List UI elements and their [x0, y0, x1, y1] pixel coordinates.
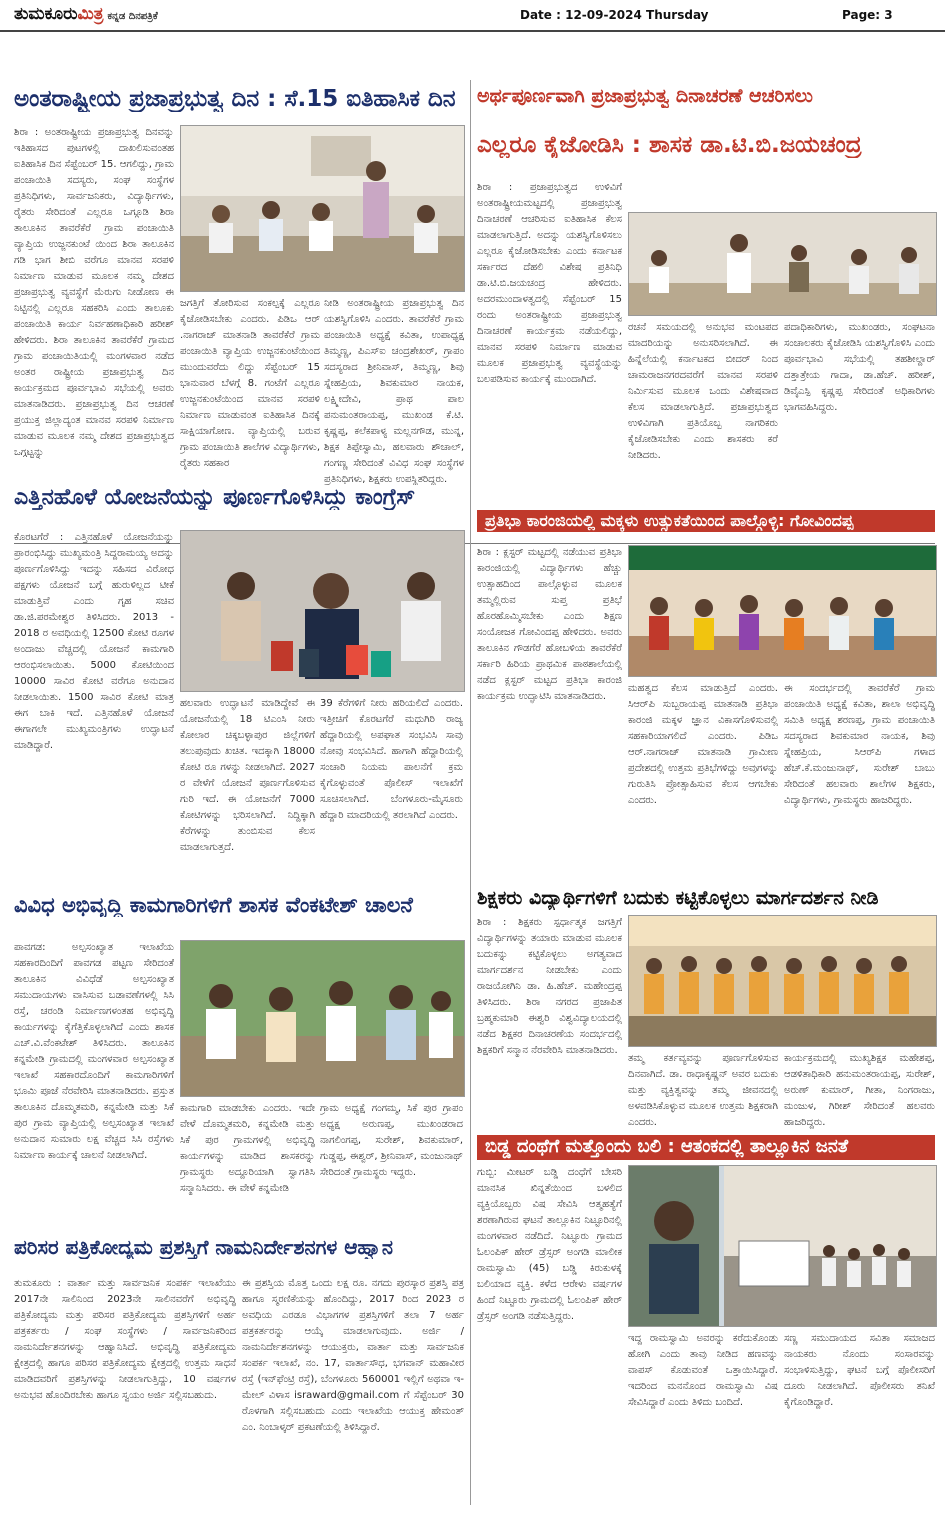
article5-body-left: ಶಿರಾ : ಶಿಕ್ಷಕರು ಸ್ಪರ್ಧಾತ್ಮಕ ಜಗತ್ತಿಗೆ ವಿದ್ಯಾರ್ಥಿಗಳನ್ನು ತಯಾರು ಮಾಡುವ ಮೂಲಕ ಬದುಕನ್ನು ಕಟ್ಟಿಕೊಳ್ಳಲು ಅಗತ್ಯವಾದ ಮಾರ್ಗದರ್ಶನ ನೀಡಬೇಕು ಎಂದು ರಾಜಯೋಗಿನಿ ಡಾ. ಹಿ.ಹೆಚ್. ಮಹೇಂದ್ರಪ್ಪ ತಿಳಿಸಿದರು. ಶಿರಾ ನಗರದ ಪ್ರಜಾಪಿತ ಬ್ರಹ್ಮಕುಮಾರಿ ಈಶ್ವರಿ ವಿಶ್ವವಿದ್ಯಾಲಯದಲ್ಲಿ ನಡೆದ ಶಿಕ್ಷಕರ ದಿನಾಚರಣೆಯ ಸಂದರ್ಭದಲ್ಲಿ ಶಿಕ್ಷಕರಿಗೆ ಸನ್ಮಾನ ನೆರವೇರಿಸಿ ಮಾತನಾಡಿದರು. — [477, 917, 622, 1056]
article6-body-right: ಗ್ರಾಮ ಅಧ್ಯಕ್ಷೆ ಗಂಗಮ್ಮ, ಸಿಕೆ ಪುರ ಗ್ರಾಪಂ ಅಧ್ಯಕ್ಷ ಅರುಣಪ್ಪ, ಮುಖಂಡರಾದ ನಾಗಲಿಂಗಪ್ಪ, ಸುರೇಶ್, ಶಿವಕುಮಾರ್, ಗುಡ್ಡಪ್ಪ, ಈಶ್ವರ್, ಶ್ರೀನಿವಾಸ್, ಮಂಜುನಾಥ್ ಸೇರಿದಂತೆ ಗ್ರಾಮಸ್ಥರು ಇದ್ದರು. — [320, 1103, 463, 1178]
press-meet-image — [181, 531, 464, 691]
article7-headline: ಬಿಡ್ಡ ದಂಥೆಗೆ ಮತ್ತೊಂದು ಬಲಿ : ಆತಂಕದಲ್ಲಿ ತಾಲ್ಲೂಕಿನ ಜನತೆ — [477, 1135, 935, 1160]
newspaper-logo — [14, 4, 158, 24]
article3-body-left: ಕೊರಟಗೆರೆ : ಎತ್ತಿನಹೊಳೆ ಯೋಜನೆಯನ್ನು ಪ್ರಾರಂಭಿಸಿದ್ದು ಮುಖ್ಯಮಂತ್ರಿ ಸಿದ್ದರಾಮಯ್ಯ ಅದನ್ನು ಪೂರ್ಣಗೊಳಿಸಿದ್ದು ಇದನ್ನು ಸಹಿಸದ ವಿರೋಧ ಪಕ್ಷಗಳು ಯೋಜನೆ ಬಗ್ಗೆ ಹುರುಳಿಲ್ಲದ ಟೀಕೆ ಮಾಡುತ್ತಿವೆ ಎಂದು ಗೃಹ ಸಚಿವ ಡಾ.ಜಿ.ಪರಮೇಶ್ವರ ತಿಳಿಸಿದರು. 2013 - 2018 ರ ಅವಧಿಯಲ್ಲಿ 12500 ಕೋಟಿ ರೂಗಳ ಅಂದಾಜು ವೆಚ್ಚದಲ್ಲಿ ಯೋಜನೆ ಕಾಮಗಾರಿ ಆರಂಭಿಸಲಾಯಿತು. 5000 ಕೋಟಿಯಿಂದ 10000 ಸಾವಿರ ಕೋಟಿ ವರೆಗೂ ಅನುದಾನ ನೀಡಲಾಯಿತು. 1500 ಸಾವಿರ ಕೋಟಿ ಮಾತ್ರ ಈಗ ಬಾಕಿ ಇದೆ. ಎತ್ತಿನಹೊಳೆ ಯೋಜನೆ ಈಗಾಗಲೇ ಮುಖ್ಯಮಂತ್ರಿಗಳು ಉದ್ಘಾಟನೆ ಮಾಡಿದ್ದಾರೆ. — [14, 532, 174, 751]
article3-body-right: 39 ಕೆರೆಗಳಿಗೆ ನೀರು ಹರಿಯಲಿದೆ ಎಂದರು. ಇತ್ತೀಚಿಗೆ ಕೊರಟಗೆರೆ ಮಧುಗಿರಿ ರಾಜ್ಯ ಹೆದ್ದಾರಿಯಲ್ಲಿ ಅಪಘಾತ ಸಂಭವಿಸಿ ಸಾವು ನೋವು ಸಂಭವಿಸಿದೆ. ಹಾಗಾಗಿ ಹೆದ್ದಾರಿಯಲ್ಲಿ ಸಂಚಾರಿ ನಿಯಮ ಪಾಲನೆಗೆ ಕ್ರಮ ಕೈಗೊಳ್ಳುವಂತೆ ಪೊಲೀಸ್ ಇಲಾಖೆಗೆ ಸೂಚಿಸಲಾಗಿದೆ. ಬೆಂಗಳೂರು-ಮೈಸೂರು ಹೆದ್ದಾರಿ ಮಾದರಿಯಲ್ಲಿ ತರಲಾಗಿದೆ ಎಂದರು. — [320, 698, 463, 821]
article8-headline: ಪರಿಸರ ಪತ್ರಿಕೋದ್ಯಮ ಪ್ರಶಸ್ತಿಗೆ ನಾಮನಿರ್ದೇಶನಗಳ ಆಹ್ವಾನ — [14, 1236, 394, 1259]
article5-body-mid: ತಮ್ಮ ಕರ್ತವ್ಯವನ್ನು ಪೂರ್ಣಗೊಳಿಸುವ ದಿನವಾಗಿದೆ. ಡಾ. ರಾಧಾಕೃಷ್ಣನ್ ಅವರ ಬದುಕು ಮತ್ತು ವ್ಯಕ್ತಿತ್ವವನ್ನು ತಮ್ಮ ಜೀವನದಲ್ಲಿ ಅಳವಡಿಸಿಕೊಳ್ಳುವ ಮೂಲಕ ಉತ್ತಮ ಶಿಕ್ಷಕರಾಗಿ ಎಂದರು. — [628, 1053, 778, 1128]
article7-body-left: ಗುಬ್ಬಿ: ಮೀಟರ್ ಬಡ್ಡಿ ದಂಧೆಗೆ ಬೇಸರಿ ಮಾನಸಿಕ ಖಿನ್ನತೆಯಿಂದ ಬಳಲಿದ ವ್ಯಕ್ತಿಯೊಬ್ಬರು ವಿಷ ಸೇವಿಸಿ ಆತ್ಮಹತ್ಯೆಗೆ ಶರಣಾಗಿರುವ ಘಟನೆ ತಾಲ್ಲೂಕಿನ ನಿಟ್ಟೂರಿನಲ್ಲಿ ಮಂಗಳವಾರ ನಡೆದಿದೆ. ನಿಟ್ಟೂರು ಗ್ರಾಮದ ಓಲಂಪಿಕ್ ಹೇರ್ ಡ್ರೆಸ್ಸರ್ ಅಂಗಡಿ ಮಾಲೀಕ ರಾಮಸ್ವಾಮಿ (45) ಬಡ್ಡಿ ಕಿರುಕುಳಕ್ಕೆ ಬಲಿಯಾದ ವ್ಯಕ್ತಿ. ಕಳೆದ ಆರೇಳು ವರ್ಷಗಳ ಹಿಂದೆ ನಿಟ್ಟೂರು ಗ್ರಾಮದಲ್ಲಿ ಓಲಂಪಿಕ್ ಹೇರ್ ಡ್ರೆಸ್ಸರ್ ಅಂಗಡಿ ನಡೆಸುತ್ತಿದ್ದರು. — [477, 1167, 622, 1322]
article1-body-right: ನೀಡಿ ಅಂತರಾಷ್ಟ್ರೀಯ ಪ್ರಜಾಪ್ರಭುತ್ವ ದಿನ ಯಶಸ್ವಿಗೊಳಿಸಿ ಎಂದರು. ತಾವರೆಕೆರೆ ಗ್ರಾಮ ಪಂಚಾಯಿತಿ ಅಧ್ಯಕ್ಷೆ ಕವಿತಾ, ಉಪಾಧ್ಯಕ್ಷ ತಿಮ್ಮಣ್ಣ, ಪಿಎಸ್ಐ ಚಂದ್ರಶೇಖರ್, ಗ್ರಾಪಂ ಸದಸ್ಯರಾದ ಶ್ರೀನಿವಾಸ್, ತಿಮ್ಮಣ್ಣ, ಶಿವು ಸ್ನೇಹಪ್ರಿಯ, ಶಿವಕುಮಾರ ನಾಯಕ, ಲಕ್ಷ್ಮೀದೇವಿ, ಪ್ರಾಥ ಪಾಲ ಪನುಮಂತರಾಯಪ್ಪ, ಮುಖಂಡ ಕೆ.ಟಿ. ಕೃಷ್ಣಪ್ಪ, ಕಲೆಕಪಾಳ್ಯ ಮಲ್ಲನಗೌಡ, ಮುನ್ನ, ಶಿಕ್ಷಕ ತಿಪ್ಪೇಸ್ವಾಮಿ, ಹಲವಾರು ಶೌಚಾಲ್, ಗಂಗಣ್ಣ ಸೇರಿದಂತೆ ವಿವಿಧ ಸಂಘ ಸಂಸ್ಥೆಗಳ ಪ್ರತಿನಿಧಿಗಳು, ಶಿಕ್ಷಕರು ಉಪಸ್ಥಿತರಿದ್ದರು. — [324, 298, 464, 485]
logo-part1: ತುಮಕೂರು — [14, 4, 78, 24]
teachers-felicitation-image — [629, 916, 936, 1046]
article4-body-mid: ಮಹತ್ವದ ಕೆಲಸ ಮಾಡುತ್ತಿದೆ ಎಂದರು. ಸಿಆರ್‌ಪಿ ಸುಬ್ಬರಾಯಪ್ಪ ಮಾತನಾಡಿ ಪ್ರತಿಭಾ ಕಾರಂಜಿ ಮಕ್ಕಳ ಜ್ಞಾನ ವಿಕಾಸಗೊಳಿಸುವಲ್ಲಿ ಸಹಕಾರಿಯಾಗಲಿದೆ ಎಂದರು. ಪಿಡಿಒ ಆರ್.ನಾಗರಾಜ್ ಮಾತನಾಡಿ ಗ್ರಾಮೀಣ ಪ್ರದೇಶದಲ್ಲಿ ಉತ್ತಮ ಪ್ರತಿಭೆಗಳಿದ್ದು ಅವುಗಳನ್ನು ಗುರುತಿಸಿ ಪ್ರೋತ್ಸಾಹಿಸುವ ಕೆಲಸ ಆಗಬೇಕು ಎಂದರು. — [628, 683, 778, 806]
logo-part2: ಮಿತ್ರ — [77, 4, 104, 24]
meeting-photo-image — [181, 126, 464, 291]
article6-body-left: ಪಾವಗಡ: ಅಲ್ಪಸಂಖ್ಯಾತ ಇಲಾಖೆಯ ಸಹಕಾರದಿಂದಿಗೆ ಪಾವಗಡ ಪಟ್ಟಣ ಸೇರಿದಂತೆ ತಾಲೂಕಿನ ವಿವಿಧೆಡೆ ಅಲ್ಪಸಂಖ್ಯಾತ ಸಮುದಾಯಗಳು ವಾಸಿಸುವ ಬಡಾವಣೆಗಳಲ್ಲಿ ಸಿಸಿ ರಸ್ತೆ, ಚರಂಡಿ ನಿರ್ಮಾಣಗಳಂತಹ ಅಭಿವೃದ್ಧಿ ಕಾರ್ಯಗಳನ್ನು ಕೈಗೆತ್ತಿಕೊಳ್ಳಲಾಗಿದೆ ಎಂದು ಶಾಸಕ ಎಚ್.ವಿ.ವೆಂಕಟೇಶ್ ತಿಳಿಸಿದರು. ತಾಲೂಕಿನ ಕನ್ನಮೇಡಿ ಗ್ರಾಮದಲ್ಲಿ ಮಂಗಳವಾರ ಅಲ್ಪಸಂಖ್ಯಾತ ಇಲಾಖೆ ಸಹಕಾರದೊಂದಿಗೆ ಕಾಮಗಾರಿಗಳಿಗೆ ಭೂಮಿ ಪೂಜೆ ನೆರವೇರಿಸಿ ಮಾತನಾಡಿದರು. ಪ್ರಸ್ತುತ ತಾಲೂಕಿನ ದೊಮ್ಮತಮರಿ, ಕನ್ನಮೇಡಿ ಮತ್ತು ಸಿಕೆ ಪುರ ಗ್ರಾಮ ವ್ಯಾಪ್ತಿಯಲ್ಲಿ ಅಲ್ಪಸಂಖ್ಯಾತ ಇಲಾಖೆ ಅನುದಾನ ಸುಮಾರು ಲಕ್ಷ ವೆಚ್ಚದ ಸಿಸಿ ರಸ್ತೆಗಳು ನಿರ್ಮಾಣ ಕಾರ್ಯಕ್ಕೆ ಚಾಲನೆ ನೀಡಲಾಗಿದೆ. — [14, 942, 174, 1161]
article3-headline: ಎತ್ತಿನಹೊಳೆ ಯೋಜನೆಯನ್ನು ಪೂರ್ಣಗೊಳಿಸಿದ್ದು ಕಾಂಗ್ರೆಸ್ — [14, 485, 474, 510]
article3-body-mid: ಹಲವಾರು ಉದ್ಘಾಟನೆ ಮಾಡಿದ್ದೇವೆ ಈ ಯೋಜನೆಯಲ್ಲಿ 18 ಟಿಎಂಸಿ ನೀರು ಕೋಲಾರ ಚಿಕ್ಕಬಳ್ಳಾಪುರ ಜಿಲ್ಲೆಗಳಿಗೆ ತಲುಪುವುದು ಖಚಿತ. ಇದಕ್ಕಾಗಿ 18000 ಕೋಟಿ ರೂ ಗಳನ್ನು ನೀಡಲಾಗಿದೆ. 2027 ರ ವೇಳೆಗೆ ಯೋಜನೆ ಪೂರ್ಣಗೊಳಿಸುವ ಗುರಿ ಇದೆ. ಈ ಯೋಜನೆಗೆ 7000 ಕೋಟಿಗಳನ್ನು ಭರಿಸಲಾಗಿದೆ. ನಿದ್ದಿಕ್ಕಾಗಿ ಕೆರೆಗಳನ್ನು ತುಂಬಿಸುವ ಕೆಲಸ ಮಾಡಲಾಗುತ್ತದೆ. — [180, 698, 315, 853]
article1-body-mid: ಜಗತ್ತಿಗೆ ತೋರಿಸುವ ಸಂಕಲ್ಪಕ್ಕೆ ಎಲ್ಲರೂ ಕೈಜೋಡಿಸಬೇಕು ಎಂದರು. ಪಿಡಿಒ ಆರ್ .ನಾಗರಾಜ್ ಮಾತನಾಡಿ ತಾವರೆಕೆರೆ ಗ್ರಾಮ ಪಂಚಾಯಿತಿ ವ್ಯಾಪ್ತಿಯ ಉಜ್ಜನಕುಂಟೆಯಿಂದ ಮುಂದುವರೆದು ಲಿದ್ದು ಸೆಪ್ಟೆಂಬರ್ 15 ಭಾನುವಾರ ಬೆಳಗ್ಗೆ 8. ಗಂಟೆಗೆ ಎಲ್ಲರೂ ಉಜ್ಜನಕುಂಟೆಯಿಂದ ಮಾನವ ಸರಪಳಿ ನಿರ್ಮಾಣ ಮಾಡುವಂತ ಐತಿಹಾಸಿಕ ದಿನಕ್ಕೆ ಸಾಕ್ಷಿಯಾಗೋಣ. ವ್ಯಾಪ್ತಿಯಲ್ಲಿ ಬರುವ ಗ್ರಾಮ ಪಂಚಾಯಿತಿ ಶಾಲೆಗಳ ವಿದ್ಯಾರ್ಥಿಗಳು, ರೈತರು ಸಹಕಾರ — [180, 298, 320, 469]
article6-body-mid: ಕಾಮಗಾರಿ ಮಾಡಬೇಕು ಎಂದರು. ಇದೇ ವೇಳೆ ದೊಮ್ಮತಮರಿ, ಕನ್ನಮೇಡಿ ಮತ್ತು ಸಿಕೆ ಪುರ ಗ್ರಾಮಗಳಲ್ಲಿ ಅಭಿವೃದ್ಧಿ ಕಾರ್ಯಗಳನ್ನು ಮಾಡಿದ ಶಾಸಕರನ್ನು ಗ್ರಾಮಸ್ಥರು ಅದ್ದೂರಿಯಾಗಿ ಸ್ವಾಗತಿಸಿ ಸನ್ಮಾನಿಸಿದರು. ಈ ವೇಳೆ ಕನ್ನಮೇಡಿ — [180, 1103, 315, 1194]
article4-photo — [628, 545, 937, 677]
column-divider — [470, 80, 471, 1505]
article2-body-right: ಪದಾಧಿಕಾರಿಗಳು, ಮುಖಂಡರು, ಸಂಘಟನಾ ಸಂಚಾಲಕರು ಕೈಜೋಡಿಸಿ ಯಶಸ್ವಿಗೊಳಿಸಿ ಎಂದು ಪೂರ್ವಭಾವಿ ಸಭೆಯಲ್ಲಿ ತಹಶೀಲ್ದಾರ್ ದತ್ತಾತ್ರೇಯ ಗಾದಾ, ಡಾ.ಹೆಚ್. ಹರೀಶ್, ಡಿವೈಎಸ್ಪಿ ಕೃಷ್ಣಪ್ಪ ಸೇರಿದಂತೆ ಅಧಿಕಾರಿಗಳು ಭಾಗವಹಿಸಿದ್ದರು. — [784, 322, 935, 413]
page-number: Page: 3 — [842, 8, 893, 22]
article5-body-right: ಕಾರ್ಯಕ್ರಮದಲ್ಲಿ ಮುಖ್ಯಶಿಕ್ಷಕ ಮಹೇಶಪ್ಪ, ಆಡಳಿತಾಧಿಕಾರಿ ಹನುಮಂತರಾಯಪ್ಪ, ಸುರೇಶ್, ಅರುಣ್ ಕುಮಾರ್, ಗೀತಾ, ನಿಂಗರಾಜು, ಮಂಜುಳ, ಗಿರೀಶ್ ಸೇರಿದಂತೆ ಹಲವರು ಹಾಜರಿದ್ದರು. — [784, 1053, 935, 1128]
article4-headline: ಪ್ರತಿಭಾ ಕಾರಂಜಿಯಲ್ಲಿ ಮಕ್ಕಳು ಉತ್ಸುಕತೆಯಿಂದ ಪಾಲ್ಗೊಳ್ಳಿ: ಗೋವಿಂದಪ್ಪ — [477, 510, 935, 532]
article4-body-right: ಈ ಸಂದರ್ಭದಲ್ಲಿ ತಾವರೆಕೆರೆ ಗ್ರಾಮ ಪಂಚಾಯಿತಿ ಅಧ್ಯಕ್ಷೆ ಕವಿತಾ, ಶಾಲಾ ಅಭಿವೃದ್ಧಿ ಸಮಿತಿ ಅಧ್ಯಕ್ಷ ಶರಣಪ್ಪ, ಗ್ರಾಮ ಪಂಚಾಯಿತಿ ಸದಸ್ಯರಾದ ಶಿವಕುಮಾರ ನಾಯಕ, ಶಿವು ಸ್ನೇಹಪ್ರಿಯ, ಸಿಆರ್‌ಪಿ ಗಳಾದ ಹೆಚ್.ಕೆ.ಮಂಜುನಾಥ್, ಸುರೇಶ್ ಬಾಬು ಸೇರಿದಂತೆ ಹಲವಾರು ಶಾಲೆಗಳ ಶಿಕ್ಷಕರು, ವಿದ್ಯಾರ್ಥಿಗಳು, ಗ್ರಾಮಸ್ಥರು ಹಾಜರಿದ್ದರು. — [784, 683, 935, 806]
article3-photo — [180, 530, 465, 692]
article1-body-left: ಶಿರಾ : ಅಂತರಾಷ್ಟ್ರೀಯ ಪ್ರಜಾಪ್ರಭುತ್ವ ದಿನವನ್ನು ಇತಿಹಾಸದ ಪುಟಗಳಲ್ಲಿ ದಾಖಲಿಸುವಂತಹ ಐತಿಹಾಸಿಕ ದಿನ ಸೆಪ್ಟೆಂಬರ್ 15. ಆಗಲಿದ್ದು, ಗ್ರಾಮ ಪಂಚಾಯಿತಿ ಸದಸ್ಯರು, ಸಂಘ ಸಂಸ್ಥೆಗಳ ಪ್ರತಿನಿಧಿಗಳು, ಸಾರ್ವಜನಿಕರು, ವಿದ್ಯಾರ್ಥಿಗಳು, ರೈತರು ಸೇರಿದಂತೆ ಎಲ್ಲರೂ ಒಗ್ಗೂಡಿ ಶಿರಾ ತಾಲೂಕಿನ ತಾವರೆಕೆರೆ ಗ್ರಾಮ ಪಂಚಾಯಿತಿ ವ್ಯಾಪ್ತಿಯ ಉಜ್ಜನಕುಂಟೆ ಯಿಂದ ಶಿರಾ ತಾಲೂಕಿನ ಗಡಿ ಭಾಗ ಶೀಬಿ ವರೆಗೂ ಮಾನವ ಸರಪಳಿ ನಿರ್ಮಾಣ ಮಾಡುವ ಮೂಲಕ ನಮ್ಮ ದೇಶದ ಪ್ರಜಾಪ್ರಭುತ್ವ ವ್ಯವಸ್ಥೆಗೆ ಮೆರುಗು ನೀಡೋಣ ಈ ನಿಟ್ಟಿನಲ್ಲಿ ಎಲ್ಲರೂ ಸಹಕರಿಸಿ ಎಂದು ತಾಲೂಕು ಪಂಚಾಯಿತಿ ಕಾರ್ಯ ನಿರ್ವಹಣಾಧಿಕಾರಿ ಹರೀಶ್ ಹೇಳಿದರು. ಶಿರಾ ತಾಲೂಕಿನ ತಾವರೆಕೆರೆ ಗ್ರಾಮದ ಗ್ರಾಮ ಪಂಚಾಯಿತಿಯಲ್ಲಿ ಮಂಗಳವಾರ ನಡೆದ ಅಂತರ ರಾಷ್ಟ್ರೀಯ ಪ್ರಜಾಪ್ರಭುತ್ವ ದಿನ ಕಾರ್ಯಕ್ರಮದ ಪೂರ್ವಭಾವಿ ಸಭೆಯಲ್ಲಿ ಅವರು ಮಾತನಾಡಿದರು. ಪ್ರಜಾಪ್ರಭುತ್ವ ದಿನ ಆಚರಣೆ ಪ್ರಯುಕ್ತ ಜಿಲ್ಲಾದ್ಯಂತ ಮಾನವ ಸರಪಳಿ ನಿರ್ಮಾಣ ಮಾಡುವ ಮೂಲಕ ನಮ್ಮ ದೇಶದ ಪ್ರಜಾಪ್ರಭುತ್ವದ ಒಗ್ಗಟ್ಟನ್ನು — [14, 127, 174, 458]
article1-photo — [180, 125, 465, 292]
article7-body-right: ಸಣ್ಣ ಸಮುದಾಯದ ಸವಿತಾ ಸಮಾಜದ ನಾಯಕರು ನೊಂದು ಸಂಸಾರವನ್ನು ಸಂಭಾಳಿಸುತ್ತಿದ್ದು, ಘಟನೆ ಬಗ್ಗೆ ಪೊಲೀಸರಿಗೆ ದೂರು ನೀಡಲಾಗಿದೆ. ಪೊಲೀಸರು ತನಿಖೆ ಕೈಗೊಂಡಿದ್ದಾರೆ. — [784, 1333, 935, 1408]
article5-headline: ಶಿಕ್ಷಕರು ವಿದ್ಯಾರ್ಥಿಗಳಿಗೆ ಬದುಕು ಕಟ್ಟಿಕೊಳ್ಳಲು ಮಾರ್ಗದರ್ಶನ ನೀಡಿ — [477, 888, 879, 909]
article2-headline-line2: ಎಲ್ಲರೂ ಕೈಜೋಡಿಸಿ : ಶಾಸಕ ಡಾ.ಟಿ.ಬಿ.ಜಯಚಂದ್ರ — [477, 132, 862, 158]
article6-photo — [180, 940, 465, 1097]
article4-body-left: ಶಿರಾ : ಕ್ಲಸ್ಟರ್ ಮಟ್ಟದಲ್ಲಿ ನಡೆಯುವ ಪ್ರತಿಭಾ ಕಾರಂಜಿಯಲ್ಲಿ ವಿದ್ಯಾರ್ಥಿಗಳು ಹೆಚ್ಚು ಉತ್ಸಾಹದಿಂದ ಪಾಲ್ಗೊಳ್ಳುವ ಮೂಲಕ ತಮ್ಮಲ್ಲಿರುವ ಸುಪ್ತ ಪ್ರತಿಭೆ ಹೊರಹೊಮ್ಮಿಸಬೇಕು ಎಂದು ಶಿಕ್ಷಣ ಸಂಯೋಜಕ ಗೋವಿಂದಪ್ಪ ಹೇಳಿದರು. ಅವರು ತಾಲೂಕಿನ ಗೌಡಗೆರೆ ಹೋಬಳಿಯ ತಾವರೆಕೆರೆ ಸರ್ಕಾರಿ ಹಿರಿಯ ಪ್ರಾಥಮಿಕ ಪಾಠಶಾಲೆಯಲ್ಲಿ ನಡೆದ ಕ್ಲಸ್ಟರ್ ಮಟ್ಟದ ಪ್ರತಿಭಾ ಕಾರಂಜಿ ಕಾರ್ಯಕ್ರಮ ಉದ್ಘಾಟಿಸಿ ಮಾತನಾಡಿದರು. — [477, 547, 622, 702]
article8-body-left: ತುಮಕೂರು : ವಾರ್ತಾ ಮತ್ತು ಸಾರ್ವಜನಿಕ ಸಂಪರ್ಕ ಇಲಾಖೆಯು 2017ನೇ ಸಾಲಿನಿಂದ 2023ನೇ ಸಾಲಿನವರೆಗೆ ಅಭಿವೃದ್ಧಿ ಪತ್ರಿಕೋದ್ಯಮ ಮತ್ತು ಪರಿಸರ ಪತ್ರಿಕೋದ್ಯಮ ಪ್ರಶಸ್ತಿಗಳಿಗೆ ಅರ್ಹ ಪತ್ರಕರ್ತರು / ಸಂಘ ಸಂಸ್ಥೆಗಳು / ಸಾರ್ವಜನಿಕರಿಂದ ನಾಮನಿರ್ದೇಶನಗಳನ್ನು ಆಹ್ವಾನಿಸಿದೆ. ಅಭಿವೃದ್ಧಿ ಪತ್ರಿಕೋದ್ಯಮ ಕ್ಷೇತ್ರದಲ್ಲಿ ಹಾಗೂ ಪರಿಸರ ಪತ್ರಿಕೋದ್ಯಮ ಕ್ಷೇತ್ರದಲ್ಲಿ ಉತ್ತಮ ಸಾಧನೆ ಮಾಡಿದವರಿಗೆ ಪ್ರಶಸ್ತಿಗಳನ್ನು ನೀಡಲಾಗುತ್ತಿದ್ದು, 10 ವರ್ಷಗಳ ಅನುಭವ ಹೊಂದಿರಬೇಕು ಹಾಗೂ ಸ್ವಯಂ ಅರ್ಜಿ ಸಲ್ಲಿಸಬಹುದು. — [14, 1278, 236, 1401]
mla-meeting-image — [629, 213, 936, 315]
article2-photo — [628, 212, 937, 316]
article7-photo — [628, 1165, 937, 1327]
article5-photo — [628, 915, 937, 1047]
development-works-image — [181, 941, 464, 1096]
article7-body-mid: ಇದ್ದ ರಾಮಸ್ವಾಮಿ ಅವರನ್ನು ಕರೆದುಕೊಂಡು ಹೋಗಿ ಎಂದು ತಾವು ನೀಡಿದ ಹಣವನ್ನು ವಾಪಸ್ ಕೊಡುವಂತೆ ಒತ್ತಾಯಿಸಿದ್ದಾರೆ. ಇದರಿಂದ ಮನನೊಂದ ರಾಮಸ್ವಾಮಿ ವಿಷ ಸೇವಿಸಿದ್ದಾರೆ ಎಂದು ತಿಳಿದು ಬಂದಿದೆ. — [628, 1333, 778, 1408]
article2-body-mid: ರಚನೆ ಸಮಯದಲ್ಲಿ ಅನುಭವ ಮಂಟಪದ ಮಾದರಿಯನ್ನು ಅನುಸರಿಸಲಾಗಿದೆ. ಈ ಹಿನ್ನೆಲೆಯಲ್ಲಿ ಕರ್ನಾಟಕದ ಬೀದರ್ ನಿಂದ ಚಾಮರಾಜನಗರದವರೆಗೆ ಮಾನವ ಸರಪಳಿ ನಿರ್ಮಿಸುವ ಮೂಲಕ ಒಂದು ವಿಶೇಷವಾದ ಕೆಲಸ ಮಾಡಲಾಗುತ್ತಿದೆ. ಪ್ರಜಾಪ್ರಭುತ್ವದ ಉಳಿವಿಗಾಗಿ ಪ್ರತಿಯೊಬ್ಬ ನಾಗರಿಕರು ಕೈಜೋಡಿಸಬೇಕು ಎಂದು ಶಾಸಕರು ಕರೆ ನೀಡಿದರು. — [628, 322, 778, 461]
article2-body-left: ಶಿರಾ : ಪ್ರಜಾಪ್ರಭುತ್ವದ ಉಳಿವಿಗೆ ಅಂತರಾಷ್ಟ್ರೀಯಮಟ್ಟದಲ್ಲಿ ಪ್ರಜಾಪ್ರಭುತ್ವ ದಿನಾಚರಣೆ ಆಚರಿಸುವ ಐತಿಹಾಸಿಕ ಕೆಲಸ ಮಾಡಲಾಗುತ್ತಿದೆ. ಅದನ್ನು ಯಶಸ್ವಿಗೊಳಿಸಲು ಎಲ್ಲರೂ ಕೈಜೋಡಿಸಬೇಕು ಎಂದು ಕರ್ನಾಟಕ ಸರ್ಕಾರದ ದೆಹಲಿ ವಿಶೇಷ ಪ್ರತಿನಿಧಿ ಡಾ.ಟಿ.ಬಿ.ಜಯಚಂದ್ರ ಹೇಳಿದರು. ಅದರಮುಂದಾಳತ್ವದಲ್ಲಿ ಸೆಪ್ಟೆಂಬರ್ 15 ರಂದು ಅಂತರಾಷ್ಟ್ರೀಯ ಪ್ರಜಾಪ್ರಭುತ್ವ ದಿನಾಚರಣೆ ಕಾರ್ಯಕ್ರಮ ನಡೆಯಲಿದ್ದು, ಮಾನವ ಸರಪಳಿ ನಿರ್ಮಾಣ ಮಾಡುವ ಮೂಲಕ ಪ್ರಜಾಪ್ರಭುತ್ವ ವ್ಯವಸ್ಥೆಯನ್ನು ಬಲಪಡಿಸುವ ಕಾರ್ಯಕ್ಕೆ ಮುಂದಾಗಿದೆ. — [477, 182, 622, 385]
victim-and-scene-image — [629, 1166, 936, 1326]
pratibha-karanji-image — [629, 546, 936, 676]
article8-body-mid: ಈ ಪ್ರಶಸ್ತಿಯ ಮೊತ್ತ ಒಂದು ಲಕ್ಷ ರೂ. ನಗದು ಪುರಸ್ಕಾರ ಪ್ರಶಸ್ತಿ ಪತ್ರ ಹಾಗೂ ಸ್ಮರಣಿಕೆಯನ್ನು ಹೊಂದಿದ್ದು, 2017 ರಿಂದ 2023 ರ ಅವಧಿಯ ಎರಡೂ ವಿಭಾಗಗಳ ಪ್ರಶಸ್ತಿಗಳಿಗೆ ತಲಾ 7 ಅರ್ಹ ಪತ್ರಕರ್ತರನ್ನು ಆಯ್ಕೆ ಮಾಡಲಾಗುವುದು. ಅರ್ಜಿ / ನಾಮನಿರ್ದೇಶನಗಳನ್ನು ಆಯುಕ್ತರು, ವಾರ್ತಾ ಮತ್ತು ಸಾರ್ವಜನಿಕ ಸಂಪರ್ಕ ಇಲಾಖೆ, ನಂ. 17, ವಾರ್ತಾಸೌಧ, ಭಗವಾನ್ ಮಹಾವೀರ ರಸ್ತೆ (ಇನ್‌ಫೆಂಟ್ರಿ ರಸ್ತೆ), ಬೆಂಗಳೂರು 560001 ಇಲ್ಲಿಗೆ ಅಥವಾ ಇ-ಮೇಲ್ ವಿಳಾಸ israward@gmail.com ಗೆ ಸೆಪ್ಟೆಂಬರ್ 30 ರೊಳಗಾಗಿ ಸಲ್ಲಿಸಬಹುದು ಎಂದು ಇಲಾಖೆಯ ಆಯುಕ್ತ ಹೇಮಂತ್ ಎಂ. ನಿಂಬಾಳ್ಕರ್ ಪ್ರಕಟಣೆಯಲ್ಲಿ ತಿಳಿಸಿದ್ದಾರೆ. — [242, 1278, 464, 1433]
logo-subtitle: ಕನ್ನಡ ದಿನಪತ್ರಿಕೆ — [107, 11, 158, 22]
article2-headline-line1: ಅರ್ಥಪೂರ್ಣವಾಗಿ ಪ್ರಜಾಪ್ರಭುತ್ವ ದಿನಾಚರಣೆ ಆಚರಿಸಲು — [477, 86, 813, 107]
article6-headline: ವಿವಿಧ ಅಭಿವೃದ್ಧಿ ಕಾಮಗಾರಿಗಳಿಗೆ ಶಾಸಕ ವೆಂಕಟೇಶ್ ಚಾಲನೆ — [14, 893, 413, 917]
article1-headline: ಅಂತರಾಷ್ಟ್ರೀಯ ಪ್ರಜಾಪ್ರಭುತ್ವ ದಿನ : ಸೆ.15 ಐತಿಹಾಸಿಕ ದಿನ — [14, 86, 456, 112]
issue-date: Date : 12-09-2024 Thursday — [520, 8, 709, 22]
